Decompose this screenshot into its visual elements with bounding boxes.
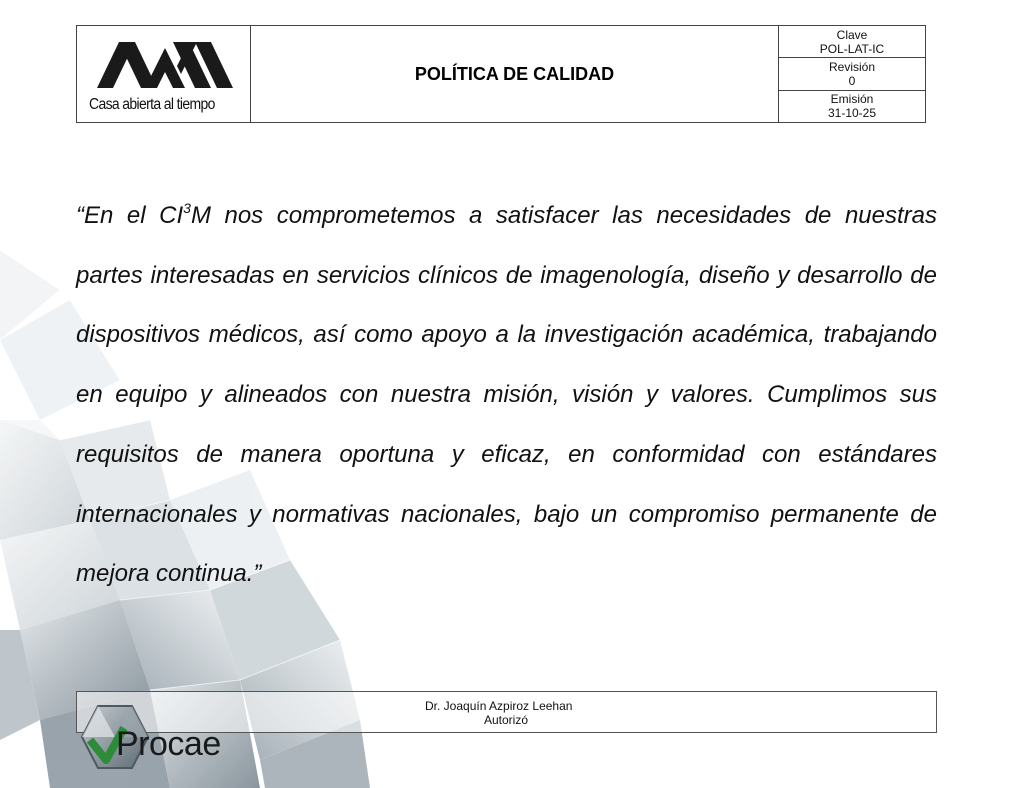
uam-logo [77,26,251,122]
policy-superscript: 3 [183,200,191,216]
signer-role: Autorizó [484,713,529,727]
meta-value: 31-10-25 [827,106,877,121]
policy-text-start: “En el CI [76,202,184,229]
document-title: POLÍTICA DE CALIDAD [251,26,779,122]
meta-label: Emisión [830,92,874,107]
meta-label: Clave [836,27,868,42]
uam-logo-icon [97,42,233,88]
policy-statement [76,186,937,604]
signer-name: Dr. Joaquín Azpiroz Leehan [425,699,573,713]
meta-emision [779,91,925,122]
policy-text-body: M nos comprometemos a satisfacer las necesidades de nuestras partes interesadas en servicios clínicos de imagenología, diseño y desarrollo de dispositivos médicos, así como apoyo a la investigación académica, trabajando en equipo y alineados con nuestra misión, visión y valores. Cumplimos sus requisitos de manera oportuna y eficaz, en conformidad con estándares internacionales y normativas nacionales, bajo un compromiso permanente de mejora continua.” [76,202,937,588]
meta-label: Revisión [828,59,876,74]
procae-logo-text: Procae [116,725,221,763]
meta-revision [779,58,925,90]
document-header [76,25,926,123]
document-meta [779,26,925,122]
meta-value: 0 [848,73,856,88]
logo-motto: Casa abierta al tiempo [89,96,215,113]
meta-value: POL-LAT-IC [819,41,885,56]
meta-clave [779,26,925,58]
